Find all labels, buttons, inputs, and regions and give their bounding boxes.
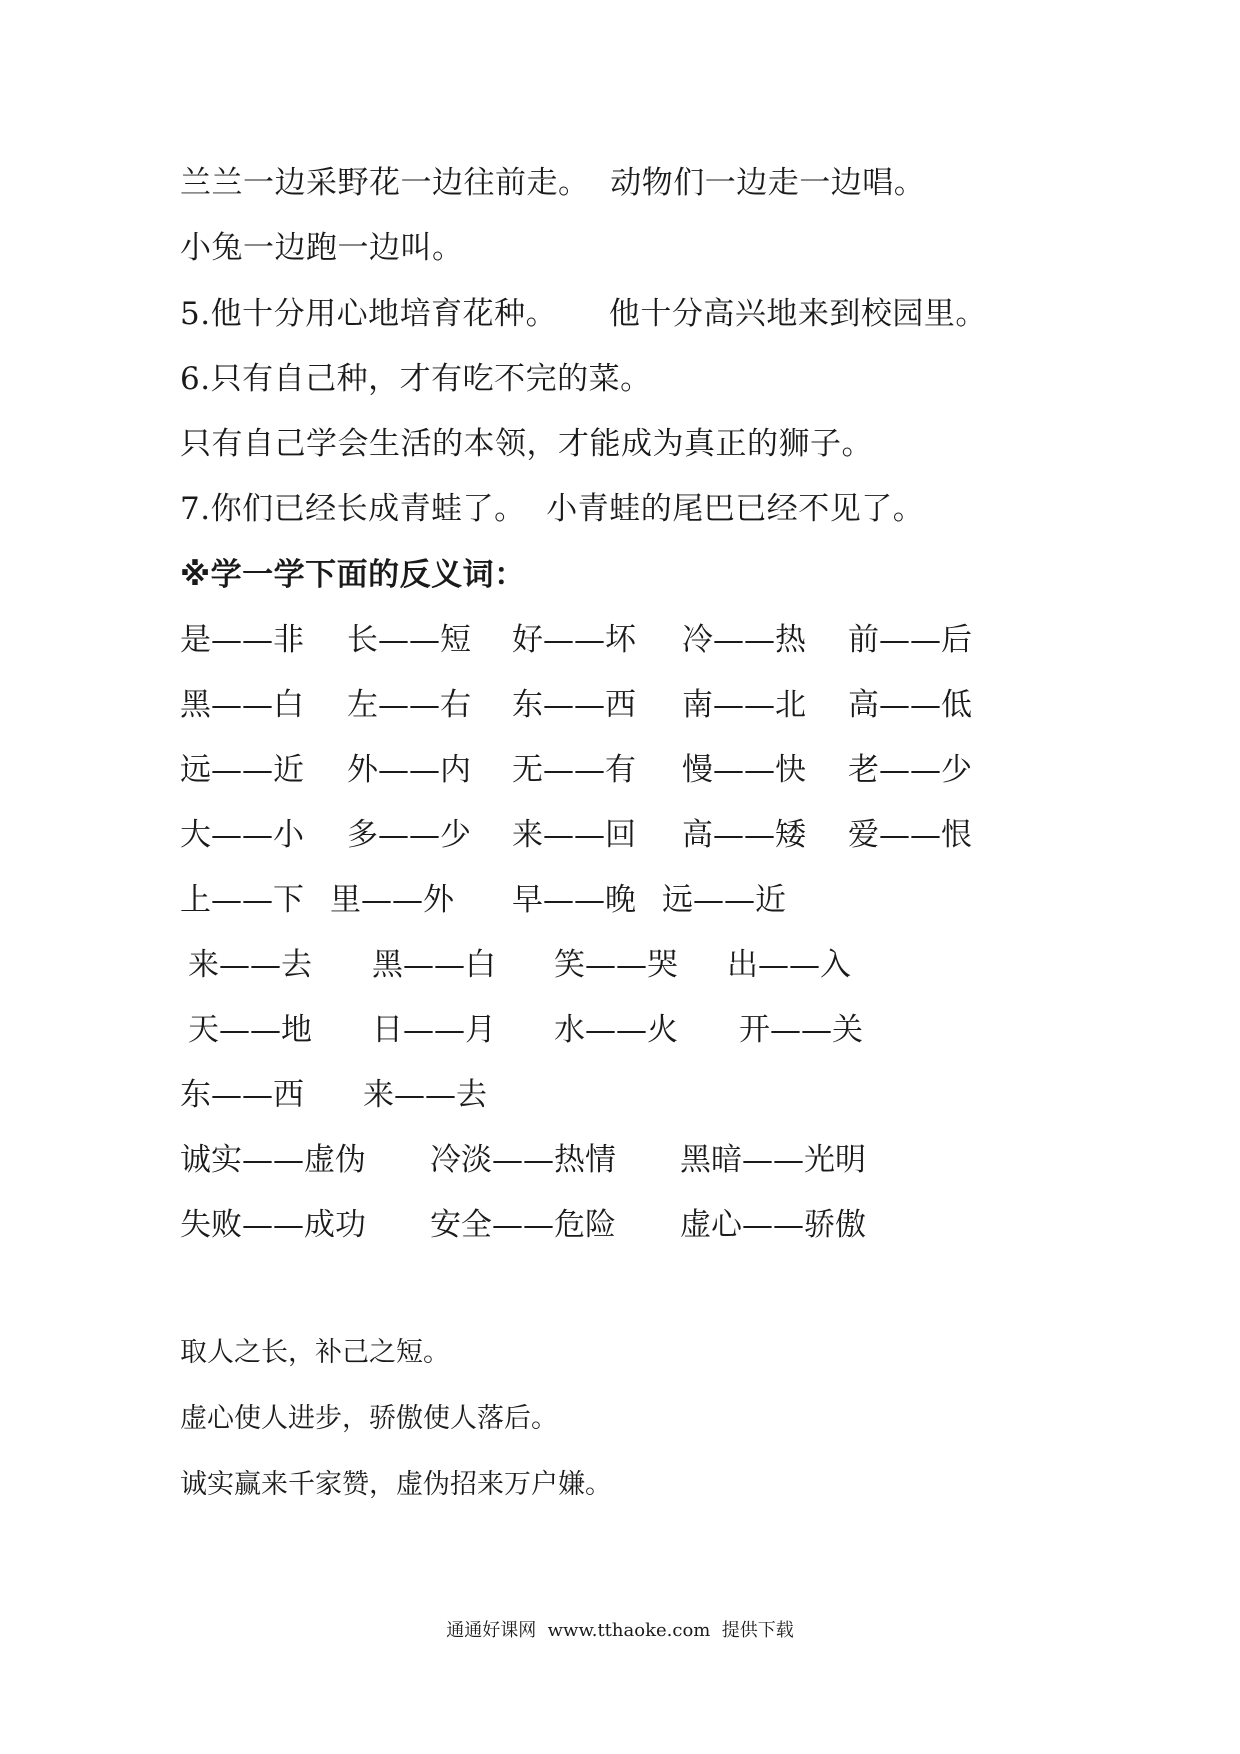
antonym-pair: 来——回	[512, 817, 636, 853]
antonym-pair: 笑——哭	[554, 947, 678, 983]
antonym-pair: 诚实——虚伪	[180, 1142, 366, 1178]
sentence-line: 5.他十分用心地培育花种。 他十分高兴地来到校园里。	[180, 296, 987, 332]
antonym-pair: 高——矮	[682, 817, 806, 853]
antonym-pair: 东——西	[180, 1077, 304, 1113]
antonym-pair: 来——去	[188, 947, 312, 983]
antonym-pair: 前——后	[848, 622, 972, 658]
antonym-pair: 远——近	[662, 882, 786, 918]
sentence-line: 兰兰一边采野花一边往前走。 动物们一边走一边唱。	[180, 165, 926, 201]
antonym-pair: 远——近	[180, 752, 304, 788]
antonym-pair: 老——少	[848, 752, 972, 788]
antonym-pair: 无——有	[512, 752, 636, 788]
antonym-pair: 安全——危险	[430, 1207, 616, 1243]
antonym-pair: 长——短	[347, 622, 471, 658]
proverb-line: 取人之长，补己之短。	[180, 1337, 450, 1368]
sentence-line: 7.你们已经长成青蛙了。 小青蛙的尾巴已经不见了。	[180, 491, 925, 527]
proverb-line: 虚心使人进步，骄傲使人落后。	[180, 1403, 558, 1434]
antonym-pair: 黑——白	[372, 947, 496, 983]
antonym-pair: 冷——热	[682, 622, 806, 658]
antonym-pair: 黑——白	[180, 687, 304, 723]
antonym-pair: 失败——成功	[180, 1207, 366, 1243]
antonym-pair: 天——地	[188, 1012, 312, 1048]
antonym-pair: 左——右	[347, 687, 471, 723]
antonym-pair: 上——下	[180, 882, 304, 918]
antonym-pair: 爱——恨	[848, 817, 972, 853]
antonym-pair: 里——外	[330, 882, 454, 918]
sentence-line: 只有自己学会生活的本领，才能成为真正的狮子。	[180, 426, 873, 462]
antonym-pair: 外——内	[347, 752, 471, 788]
antonym-pair: 日——月	[372, 1012, 496, 1048]
antonym-pair: 虚心——骄傲	[680, 1207, 866, 1243]
antonym-pair: 南——北	[682, 687, 806, 723]
sentence-line: 小兔一边跑一边叫。	[180, 230, 464, 266]
antonym-pair: 冷淡——热情	[430, 1142, 616, 1178]
antonym-pair: 水——火	[554, 1012, 678, 1048]
antonym-pair: 早——晚	[512, 882, 636, 918]
antonym-pair: 开——关	[739, 1012, 863, 1048]
antonym-pair: 黑暗——光明	[680, 1142, 866, 1178]
antonym-pair: 多——少	[347, 817, 471, 853]
antonym-pair: 来——去	[363, 1077, 487, 1113]
antonym-pair: 东——西	[512, 687, 636, 723]
antonym-pair: 好——坏	[512, 622, 636, 658]
antonym-pair: 是——非	[180, 622, 304, 658]
sentence-line: 6.只有自己种，才有吃不完的菜。	[180, 361, 652, 397]
antonym-heading: ※学一学下面的反义词：	[180, 557, 526, 593]
antonym-pair: 出——入	[727, 947, 851, 983]
footer-credit: 通通好课网 www.tthaoke.com 提供下载	[446, 1620, 794, 1641]
antonym-pair: 慢——快	[682, 752, 806, 788]
antonym-pair: 大——小	[180, 817, 304, 853]
antonym-pair: 高——低	[848, 687, 972, 723]
proverb-line: 诚实赢来千家赞，虚伪招来万户嫌。	[180, 1469, 612, 1500]
